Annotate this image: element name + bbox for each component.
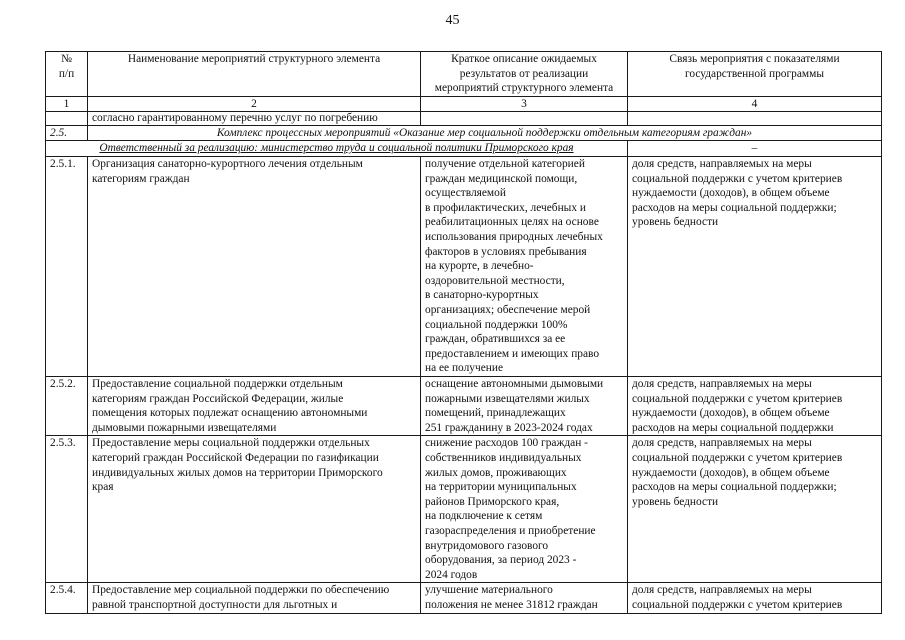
text-line: помещений, принадлежащих xyxy=(425,407,566,420)
text-line: внутридомового газового xyxy=(425,539,549,552)
continuation-row xyxy=(46,111,882,125)
text-line: на территории муниципальных xyxy=(425,481,577,494)
text-line: социальной поддержки 100% xyxy=(425,318,568,331)
text-line: жилых домов, проживающих xyxy=(425,466,567,479)
row-link xyxy=(628,436,882,583)
section-responsible xyxy=(46,141,628,157)
text-line: п/п xyxy=(58,67,75,80)
row-link xyxy=(628,376,882,435)
text-line: Краткое описание ожидаемых xyxy=(451,53,597,65)
text-line: расходов на меры социальной поддержки xyxy=(632,421,834,434)
text-line: 251 гражданину в 2023-2024 годах xyxy=(425,421,593,434)
text-line: 2024 годов xyxy=(425,568,478,581)
text-line: на подключение к сетям xyxy=(425,510,543,523)
row-name-lines xyxy=(92,157,416,186)
table-row xyxy=(46,156,882,376)
text-line: Предоставление мер социальной поддержки по обеспечению xyxy=(92,584,390,597)
section-row xyxy=(46,125,882,141)
continuation-link xyxy=(628,111,882,125)
row-number: 2.5.3. xyxy=(46,436,88,583)
text-line: доля средств, направляемых на меры xyxy=(632,437,812,450)
text-line: доля средств, направляемых на меры xyxy=(632,584,812,597)
text-line: нуждаемости (доходов), в общем объеме xyxy=(632,407,830,420)
text-line: индивидуальных жилых домов на территории Приморского xyxy=(92,466,383,479)
section-dash: – xyxy=(628,141,882,157)
column-number-1: 1 xyxy=(46,96,88,111)
text-line: использования природных лечебных xyxy=(425,230,603,243)
text-line: доля средств, направляемых на меры xyxy=(632,377,812,390)
measures-table xyxy=(45,51,882,614)
section-number: 2.5. xyxy=(46,125,88,141)
text-line: на ее получение xyxy=(425,362,504,375)
text-line: № xyxy=(61,53,72,65)
row-results-lines xyxy=(425,377,623,435)
text-line: равной транспортной доступности для льготных и xyxy=(92,598,338,611)
text-line: факторов в условиях пребывания xyxy=(425,245,587,258)
text-line: категорий граждан Российской Федерации по газификации xyxy=(92,451,379,464)
row-number: 2.5.1. xyxy=(46,156,88,376)
text-line: граждан медицинской помощи, xyxy=(425,172,578,185)
header-link xyxy=(628,52,882,97)
text-line: уровень бедности xyxy=(632,495,719,508)
text-line: в профилактических, лечебных и xyxy=(425,201,586,214)
text-line: предоставлением и имеющих право xyxy=(425,347,600,360)
text-line: на курорте, в лечебно- xyxy=(425,260,534,273)
row-results xyxy=(421,156,628,376)
text-line: пожарными извещателями жилых xyxy=(425,392,590,405)
text-line: граждан, обратившихся за ее xyxy=(425,333,566,346)
text-line: осуществляемой xyxy=(425,187,506,200)
text-line: результатов от реализации xyxy=(459,67,589,80)
text-line: категориям граждан xyxy=(92,172,190,185)
column-number-row xyxy=(46,96,882,111)
text-line: газораспределения и приобретение xyxy=(425,524,596,537)
text-line: социальной поддержки с учетом критериев xyxy=(632,598,843,611)
text-line: социальной поддержки с учетом критериев xyxy=(632,172,843,185)
row-results xyxy=(421,376,628,435)
responsible-row xyxy=(46,141,882,157)
text-line: оздоровительной местности, xyxy=(425,274,565,287)
text-line: оснащение автономными дымовыми xyxy=(425,377,604,390)
text-line: собственников индивидуальных xyxy=(425,451,582,464)
text-line: получение отдельной категорией xyxy=(425,157,585,170)
text-line: реабилитационных целях на основе xyxy=(425,216,599,229)
row-name xyxy=(88,436,421,583)
row-results-lines xyxy=(425,436,623,582)
section-title: Комплекс процессных мероприятий «Оказание мер социальной поддержки отдельным категориям граждан» xyxy=(88,125,882,141)
section-responsible-text: Ответственный за реализацию: министерство труда и социальной политики Приморского края xyxy=(99,142,574,155)
text-line: доля средств, направляемых на меры xyxy=(632,157,812,170)
text-line: социальной поддержки с учетом критериев xyxy=(632,392,843,405)
text-line: оборудования, за период 2023 - xyxy=(425,554,577,567)
row-name-lines xyxy=(92,583,416,612)
text-line: улучшение материального xyxy=(425,584,553,597)
text-line: государственной программы xyxy=(684,67,824,80)
text-line: нуждаемости (доходов), в общем объеме xyxy=(632,466,830,479)
header-link-lines xyxy=(632,52,877,81)
row-link-lines xyxy=(632,157,877,230)
row-name xyxy=(88,376,421,435)
header-num-lines xyxy=(50,52,83,81)
row-link xyxy=(628,156,882,376)
row-name-lines xyxy=(92,436,416,494)
row-name xyxy=(88,583,421,614)
row-results xyxy=(421,583,628,614)
text-line: расходов на меры социальной поддержки; xyxy=(632,201,837,214)
header-results xyxy=(421,52,628,97)
column-number-3: 3 xyxy=(421,96,628,111)
row-name xyxy=(88,156,421,376)
text-line: расходов на меры социальной поддержки; xyxy=(632,481,837,494)
text-line: положения не менее 31812 граждан xyxy=(425,598,598,611)
text-line: районов Приморского края, xyxy=(425,495,560,508)
row-link-lines xyxy=(632,583,877,612)
text-line: категориям граждан Российской Федерации, жилые xyxy=(92,392,344,405)
header-results-lines xyxy=(425,52,623,96)
table-row xyxy=(46,583,882,614)
continuation-results xyxy=(421,111,628,125)
row-results-lines xyxy=(425,157,623,376)
row-number: 2.5.4. xyxy=(46,583,88,614)
text-line: мероприятий структурного элемента xyxy=(434,82,614,95)
text-line: Связь мероприятия с показателями xyxy=(669,53,840,65)
column-number-4: 4 xyxy=(628,96,882,111)
column-number-2: 2 xyxy=(88,96,421,111)
text-line: края xyxy=(92,481,114,494)
row-link xyxy=(628,583,882,614)
text-line: организациях; обеспечение мерой xyxy=(425,303,591,316)
row-name-lines xyxy=(92,377,416,435)
table-row xyxy=(46,376,882,435)
header-num xyxy=(46,52,88,97)
text-line: Организация санаторно-курортного лечения отдельным xyxy=(92,157,363,170)
row-link-lines xyxy=(632,377,877,435)
continuation-text: согласно гарантированному перечню услуг по погребению xyxy=(88,111,421,125)
header-name: Наименование мероприятий структурного элемента xyxy=(88,52,421,97)
text-line: помещения которых подлежат оснащению автономными xyxy=(92,407,368,420)
text-line: снижение расходов 100 граждан - xyxy=(425,437,588,450)
table-row xyxy=(46,436,882,583)
text-line: дымовыми пожарными извещателями xyxy=(92,421,277,434)
text-line: Предоставление меры социальной поддержки отдельных xyxy=(92,437,370,450)
text-line: нуждаемости (доходов), в общем объеме xyxy=(632,187,830,200)
table-header-row xyxy=(46,52,882,97)
page-number: 45 xyxy=(445,13,460,28)
text-line: в санаторно-курортных xyxy=(425,289,539,302)
row-number: 2.5.2. xyxy=(46,376,88,435)
row-results xyxy=(421,436,628,583)
text-line: уровень бедности xyxy=(632,216,719,229)
row-link-lines xyxy=(632,436,877,509)
continuation-num xyxy=(46,111,88,125)
text-line: Предоставление социальной поддержки отдельным xyxy=(92,377,343,390)
text-line: социальной поддержки с учетом критериев xyxy=(632,451,843,464)
row-results-lines xyxy=(425,583,623,612)
